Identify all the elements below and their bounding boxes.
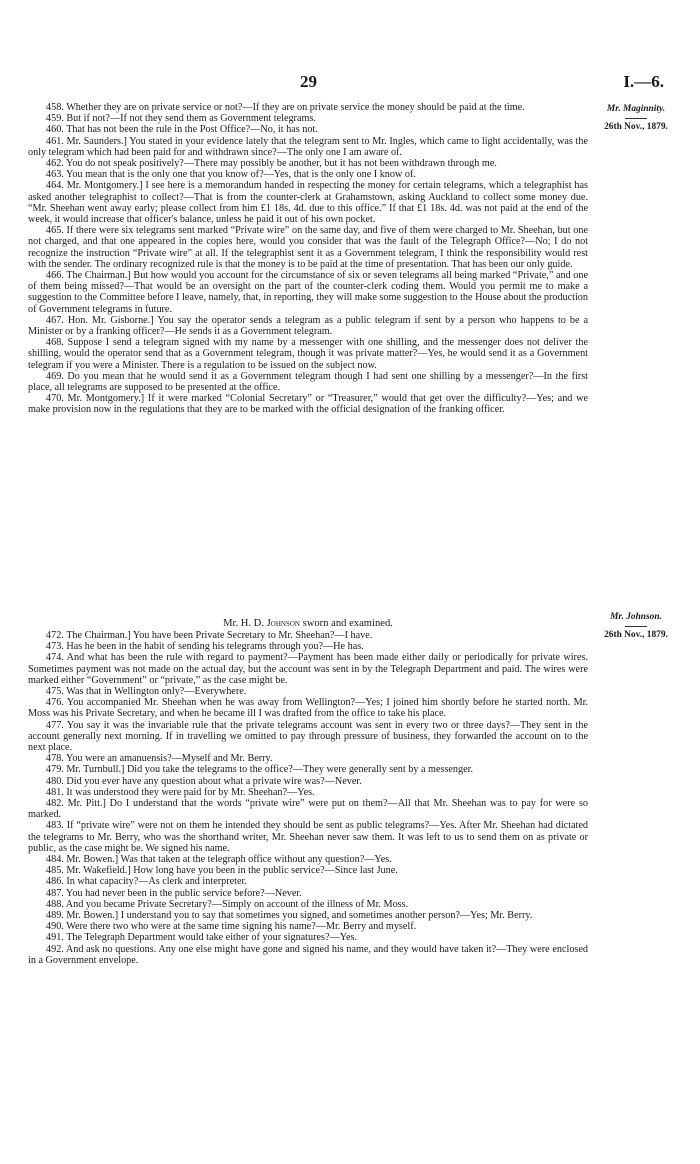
evidence-paragraph: 486. In what capacity?—As clerk and interpreter. [46, 876, 247, 888]
evidence-paragraph: 459. But if not?—If not they send them as Government telegrams. [46, 113, 316, 125]
evidence-paragraph: 460. That has not been the rule in the Post Office?—No, it has not. [46, 124, 318, 136]
evidence-paragraph: 477. You say it was the invariable rule that the private telegrams account was sent in every two or three days?—They sent in the account generally next morning. If in travelling we omitted to pay through pressure of business, they forwarded the account on to the next place. [28, 719, 588, 754]
evidence-paragraph: 463. You mean that is the only one that you know of?—Yes, that is the only one I know of. [46, 169, 416, 181]
evidence-column-2 [28, 617, 588, 966]
evidence-column-1 [28, 102, 588, 416]
evidence-paragraph: 466. The Chairman.] But how would you account for the circumstance of six or seven telegrams all being marked “Private,” and one of them being missed?—That would be an oversight on the part of the counter-clerk coding them. Would you permit me to make a suggestion to the Committee before I leave, namely, that, in reporting, they will make some suggestion to the House about the production of Government telegrams in future. [28, 270, 588, 315]
evidence-paragraph: 470. Mr. Montgomery.] If it were marked “Colonial Secretary” or “Treasurer,” would that get over the difficulty?—Yes; and we make provision now in the regulations that they are to be marked with the official designation of the franking officer. [28, 393, 588, 416]
margin-note-johnson [590, 612, 682, 641]
witness-heading-suffix: sworn and examined. [299, 618, 393, 629]
evidence-paragraph: 469. Do you mean that he would send it as a Government telegram though I had sent one shilling by a messenger?—In the first place, all telegrams are supposed to be presented at the office. [28, 370, 588, 394]
evidence-paragraph: 484. Mr. Bowen.] Was that taken at the telegraph office without any question?—Yes. [46, 854, 392, 866]
witness-heading-prefix: Mr. H. D. [223, 618, 267, 629]
margin-date: 26th Nov., 1879. [604, 122, 668, 132]
margin-witness-name: Mr. Maginnity. [606, 104, 666, 114]
evidence-paragraph: 475. Was that in Wellington only?—Everywhere. [46, 686, 247, 698]
evidence-paragraph: 490. Were there two who were at the same time signing his name?—Mr. Berry and myself. [46, 921, 417, 933]
evidence-paragraph: 479. Mr. Turnbull.] Did you take the telegrams to the office?—They were generally sent by a messenger. [46, 764, 474, 776]
evidence-paragraph: 492. And ask no questions. Any one else might have gone and signed his name, and they would have taken it?—They were enclosed in a Government envelope. [28, 943, 588, 966]
evidence-paragraph: 489. Mr. Bowen.] I understand you to say that sometimes you signed, and sometimes another person?—Yes; Mr. Berry. [46, 910, 533, 922]
evidence-paragraph: 467. Hon. Mr. Gisborne.] You say the operator sends a telegram as a public telegram if sent by a person who happens to be a Minister or by a franking officer?—He sends it as a Government telegram. [28, 314, 588, 338]
evidence-paragraph: 481. It was understood they were paid for by Mr. Sheehan?—Yes. [46, 786, 315, 798]
evidence-paragraph: 465. If there were six telegrams sent marked “Private wire” on the same day, and five of them were charged to Mr. Sheehan, but one not charged, and that one appeared in the copies here, would you consider that was the fault of the Telegraph Office?—No; I do not recognize the instruction “Private wire” at all. If the telegraphist sent it as a Government telegram, I think the responsibility would rest with the sender. The ordinary recognized rule is that the money is to be paid at the time of presentation. That has been our only guide. [28, 225, 588, 270]
margin-note-maginnity [590, 104, 682, 133]
evidence-paragraph: 488. And you became Private Secretary?—Simply on account of the illness of Mr. Moss. [46, 898, 409, 910]
document-code: I.—6. [623, 72, 664, 91]
evidence-paragraph: 478. You were an amanuensis?—Myself and Mr. Berry. [46, 753, 273, 765]
evidence-paragraph: 474. And what has been the rule with regard to payment?—Payment has been made either daily or periodically for private wires. Sometimes payment was not made on the actual day, but the account was sent in by the Telegraph Department and paid. The wires were marked either “Government” or “private,” as the case might be. [28, 652, 588, 686]
evidence-paragraph: 487. You had never been in the public service before?—Never. [46, 887, 302, 899]
evidence-paragraph: 480. Did you ever have any question about what a private wire was?—Never. [46, 775, 362, 787]
evidence-paragraph: 458. Whether they are on private service or not?—If they are on private service the money should be paid at the time. [46, 102, 525, 113]
margin-rule [625, 626, 647, 627]
margin-date: 26th Nov., 1879. [604, 630, 668, 640]
evidence-paragraph: 464. Mr. Montgomery.] I see here is a memorandum handed in respecting the money for certain telegrams, which a telegraphist has asked another telegraphist to collect?—That is from the counter-clerk at Grahamstown, asking Auckland to collect some money due. “Mr. Sheehan went away early; please collect from him £1 18s. 4d. due to this office.” If that £1 18s. 4d. was not paid at the end of the week, it would increase that officer's balance, unless he paid it out of his own pocket. [28, 180, 588, 226]
margin-rule [625, 118, 647, 119]
evidence-paragraph: 491. The Telegraph Department would take either of your signatures?—Yes. [46, 932, 358, 944]
evidence-paragraph: 461. Mr. Saunders.] You stated in your evidence lately that the telegram sent to Mr. Ingles, which came to light accidentally, was the only telegram which had been paid for and withdrawn since?—The only one I am aware of. [28, 135, 588, 158]
witness-heading [28, 617, 588, 630]
evidence-paragraph: 472. The Chairman.] You have been Private Secretary to Mr. Sheehan?—I have. [46, 630, 373, 641]
margin-witness-name: Mr. Johnson. [610, 612, 662, 622]
evidence-paragraph: 485. Mr. Wakefield.] How long have you been in the public service?—Since last June. [46, 865, 398, 877]
evidence-paragraph: 476. You accompanied Mr. Sheehan when he was away from Wellington?—Yes; I joined him shortly before he started north. Mr. Moss was his Private Secretary, and when he became ill I was drafted from the office to take his place. [28, 697, 588, 720]
witness-heading-name: Johnson [266, 618, 300, 629]
evidence-paragraph: 473. Has he been in the habit of sending his telegrams through you?—He has. [46, 641, 364, 653]
page-number: 29 [300, 72, 317, 91]
evidence-paragraph: 462. You do not speak positively?—There may possibly be another, but it has not been withdrawn through me. [46, 158, 497, 170]
evidence-paragraph: 483. If “private wire” were not on them he intended they should be sent as public telegrams?—Yes. After Mr. Sheehan had dictated the telegrams to Mr. Berry, who was the shorthand writer, Mr. Sheehan never saw them. It was left to us to send them on as private or public, as the case might be. We signed his name. [28, 820, 588, 854]
evidence-paragraph: 482. Mr. Pitt.] Do I understand that the words “private wire” were put on them?—All that Mr. Sheehan was to pay for were so marked. [28, 798, 588, 821]
evidence-paragraph: 468. Suppose I send a telegram signed with my name by a messenger with one shilling, and the messenger does not deliver the shilling, would the operator send that as a Government telegram, though it was private matter?—Yes, he would send it as a Government telegram if you were a Minister. There is a regulation to be issued on the subject now. [28, 337, 588, 371]
